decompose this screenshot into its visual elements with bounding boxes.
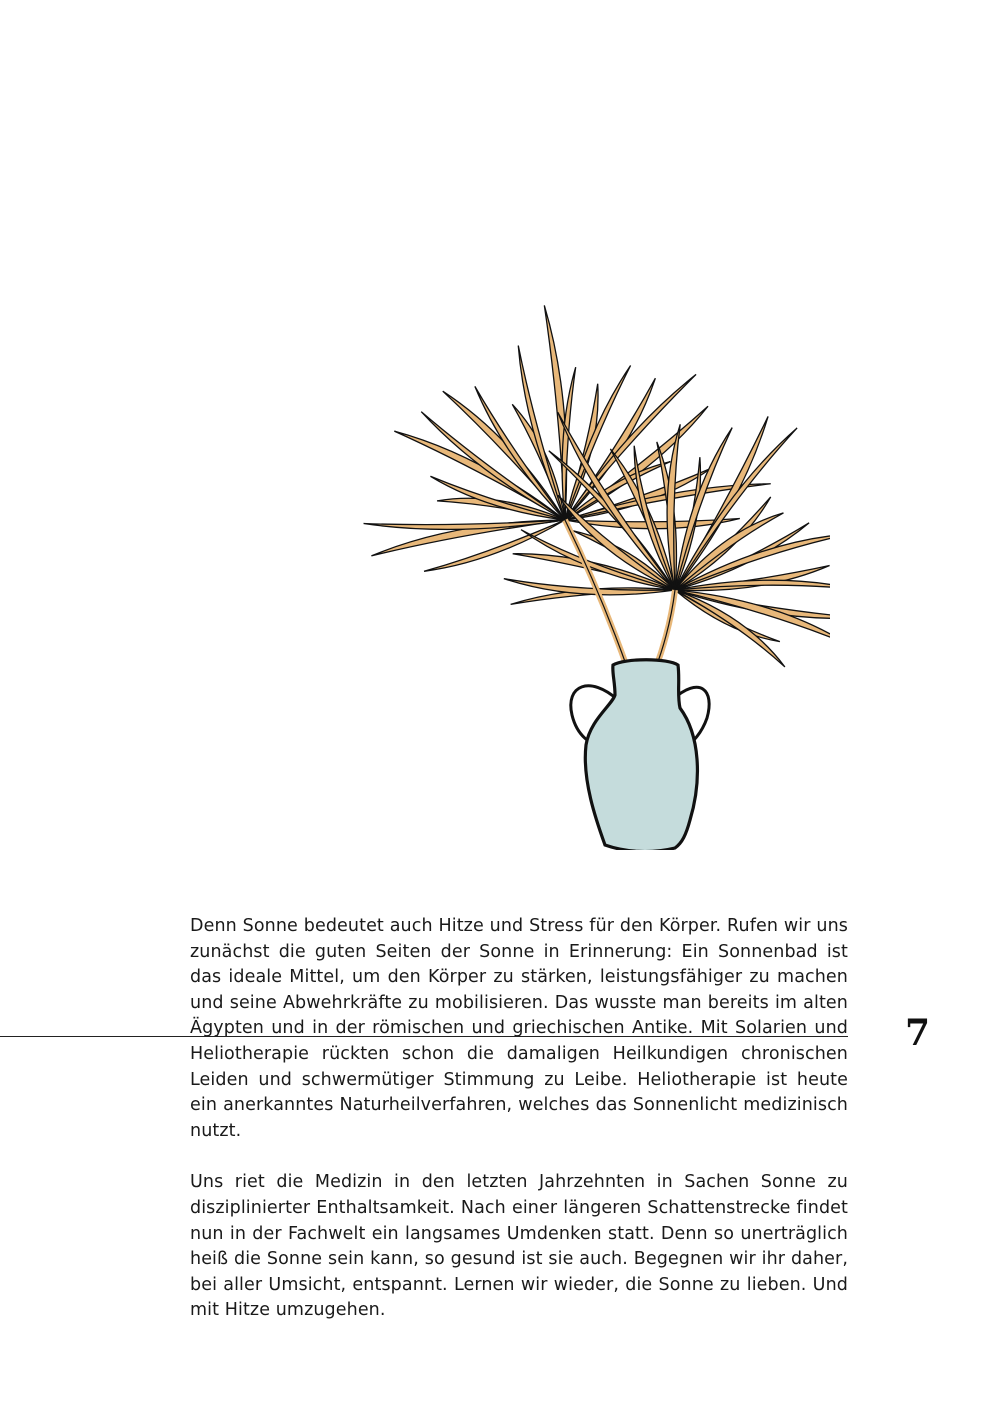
paragraph-2: Uns riet die Medizin in den letzten Jahrzehnten in Sachen Sonne zu disziplinierter Enthaltsamkeit. Nach einer längeren Schattenstrecke findet nun in der Fachwelt ein langsames Umdenken statt. Denn so unerträglich heiß die Sonne sein kann, so gesund ist sie auch. Begegnen wir ihr daher, bei aller Umsicht, entspannt. Lernen wir wieder, die Sonne zu lieben. Und mit Hitze umzugehen. — [190, 1172, 848, 1321]
palm-vase-illustration — [350, 160, 830, 850]
paragraph-1: Denn Sonne bedeutet auch Hitze und Stress für den Körper. Rufen wir uns zunächst die guten Seiten der Sonne in Erinnerung: Ein Sonnenbad ist das ideale Mittel, um den Körper zu stärken, leistungsfähiger zu machen und seine Abwehrkräfte zu mobilisieren. Das wusste man bereits im alten Ägypten und in der römischen und griechischen Antike. Mit Solarien und Heliotherapie rückten schon die damaligen Heilkundigen chronischen Leiden und schwermütiger Stimmung zu Leibe. Heliotherapie ist heute ein anerkanntes Naturheilverfahren, welches das Sonnenlicht medizinisch nutzt. — [190, 916, 848, 1141]
palm-stem — [655, 590, 675, 670]
palm-leaves — [364, 305, 830, 667]
footer-rule — [0, 1036, 848, 1037]
vase — [571, 660, 709, 850]
body-text — [190, 914, 848, 1350]
page-number: 7 — [904, 1012, 930, 1054]
palm-leaflet — [364, 520, 565, 529]
